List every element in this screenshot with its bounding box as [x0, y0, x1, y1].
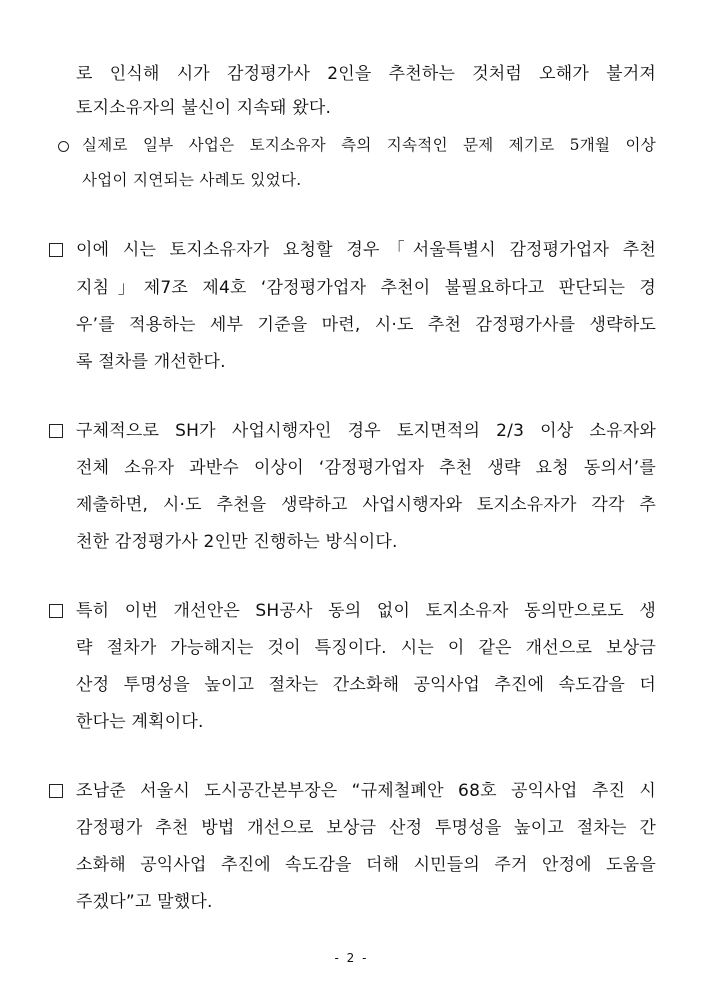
- text-line: 주겠다”고 말했다.: [76, 892, 213, 912]
- text-line: 이에 시는 토지소유자가 요청할 경우「서울특별시 감정평가업자 추천: [76, 240, 656, 260]
- circle-bullet-icon: [58, 141, 69, 152]
- text-line: 조남준 서울시 도시공간본부장은 “규제철폐안 68호 공익사업 추진 시: [76, 781, 656, 801]
- text-line: 로 인식해 시가 감정평가사 2인을 추천하는 것처럼 오해가 불거져: [76, 64, 656, 84]
- text-line: 지침」제7조 제4호 ‘감정평가업자 추천이 불필요하다고 판단되는 경: [76, 278, 656, 298]
- square-bullet-icon: [49, 604, 63, 618]
- text-line: 소화해 공익사업 추진에 속도감을 더해 시민들의 주거 안정에 도움을: [76, 855, 656, 875]
- text-line: 실제로 일부 사업은 토지소유자 측의 지속적인 문제 제기로 5개월 이상: [82, 136, 656, 154]
- page-number: - 2 -: [334, 951, 369, 965]
- text-line: 한다는 계획이다.: [76, 712, 204, 732]
- text-line: 전체 소유자 과반수 이상이 ‘감정평가업자 추천 생략 요청 동의서’를: [76, 458, 656, 478]
- text-line: 감정평가 추천 방법 개선으로 보상금 산정 투명성을 높이고 절차는 간: [76, 818, 656, 838]
- text-line: 우’를 적용하는 세부 기준을 마련, 시·도 추천 감정평가사를 생략하도: [76, 315, 656, 335]
- text-line: 산정 투명성을 높이고 절차는 간소화해 공익사업 추진에 속도감을 더: [76, 675, 656, 695]
- text-line: 제출하면, 시·도 추천을 생략하고 사업시행자와 토지소유자가 각각 추: [76, 495, 656, 515]
- text-line: 토지소유자의 불신이 지속돼 왔다.: [76, 98, 332, 118]
- text-line: 구체적으로 SH가 사업시행자인 경우 토지면적의 2/3 이상 소유자와: [76, 421, 656, 441]
- square-bullet-icon: [49, 424, 63, 438]
- square-bullet-icon: [49, 243, 63, 257]
- text-line: 략 절차가 가능해지는 것이 특징이다. 시는 이 같은 개선으로 보상금: [76, 638, 656, 658]
- square-bullet-icon: [49, 784, 63, 798]
- text-line: 사업이 지연되는 사례도 있었다.: [82, 171, 302, 189]
- text-line: 천한 감정평가사 2인만 진행하는 방식이다.: [76, 532, 398, 552]
- text-line: 특히 이번 개선안은 SH공사 동의 없이 토지소유자 동의만으로도 생: [76, 601, 656, 621]
- text-line: 록 절차를 개선한다.: [76, 352, 226, 372]
